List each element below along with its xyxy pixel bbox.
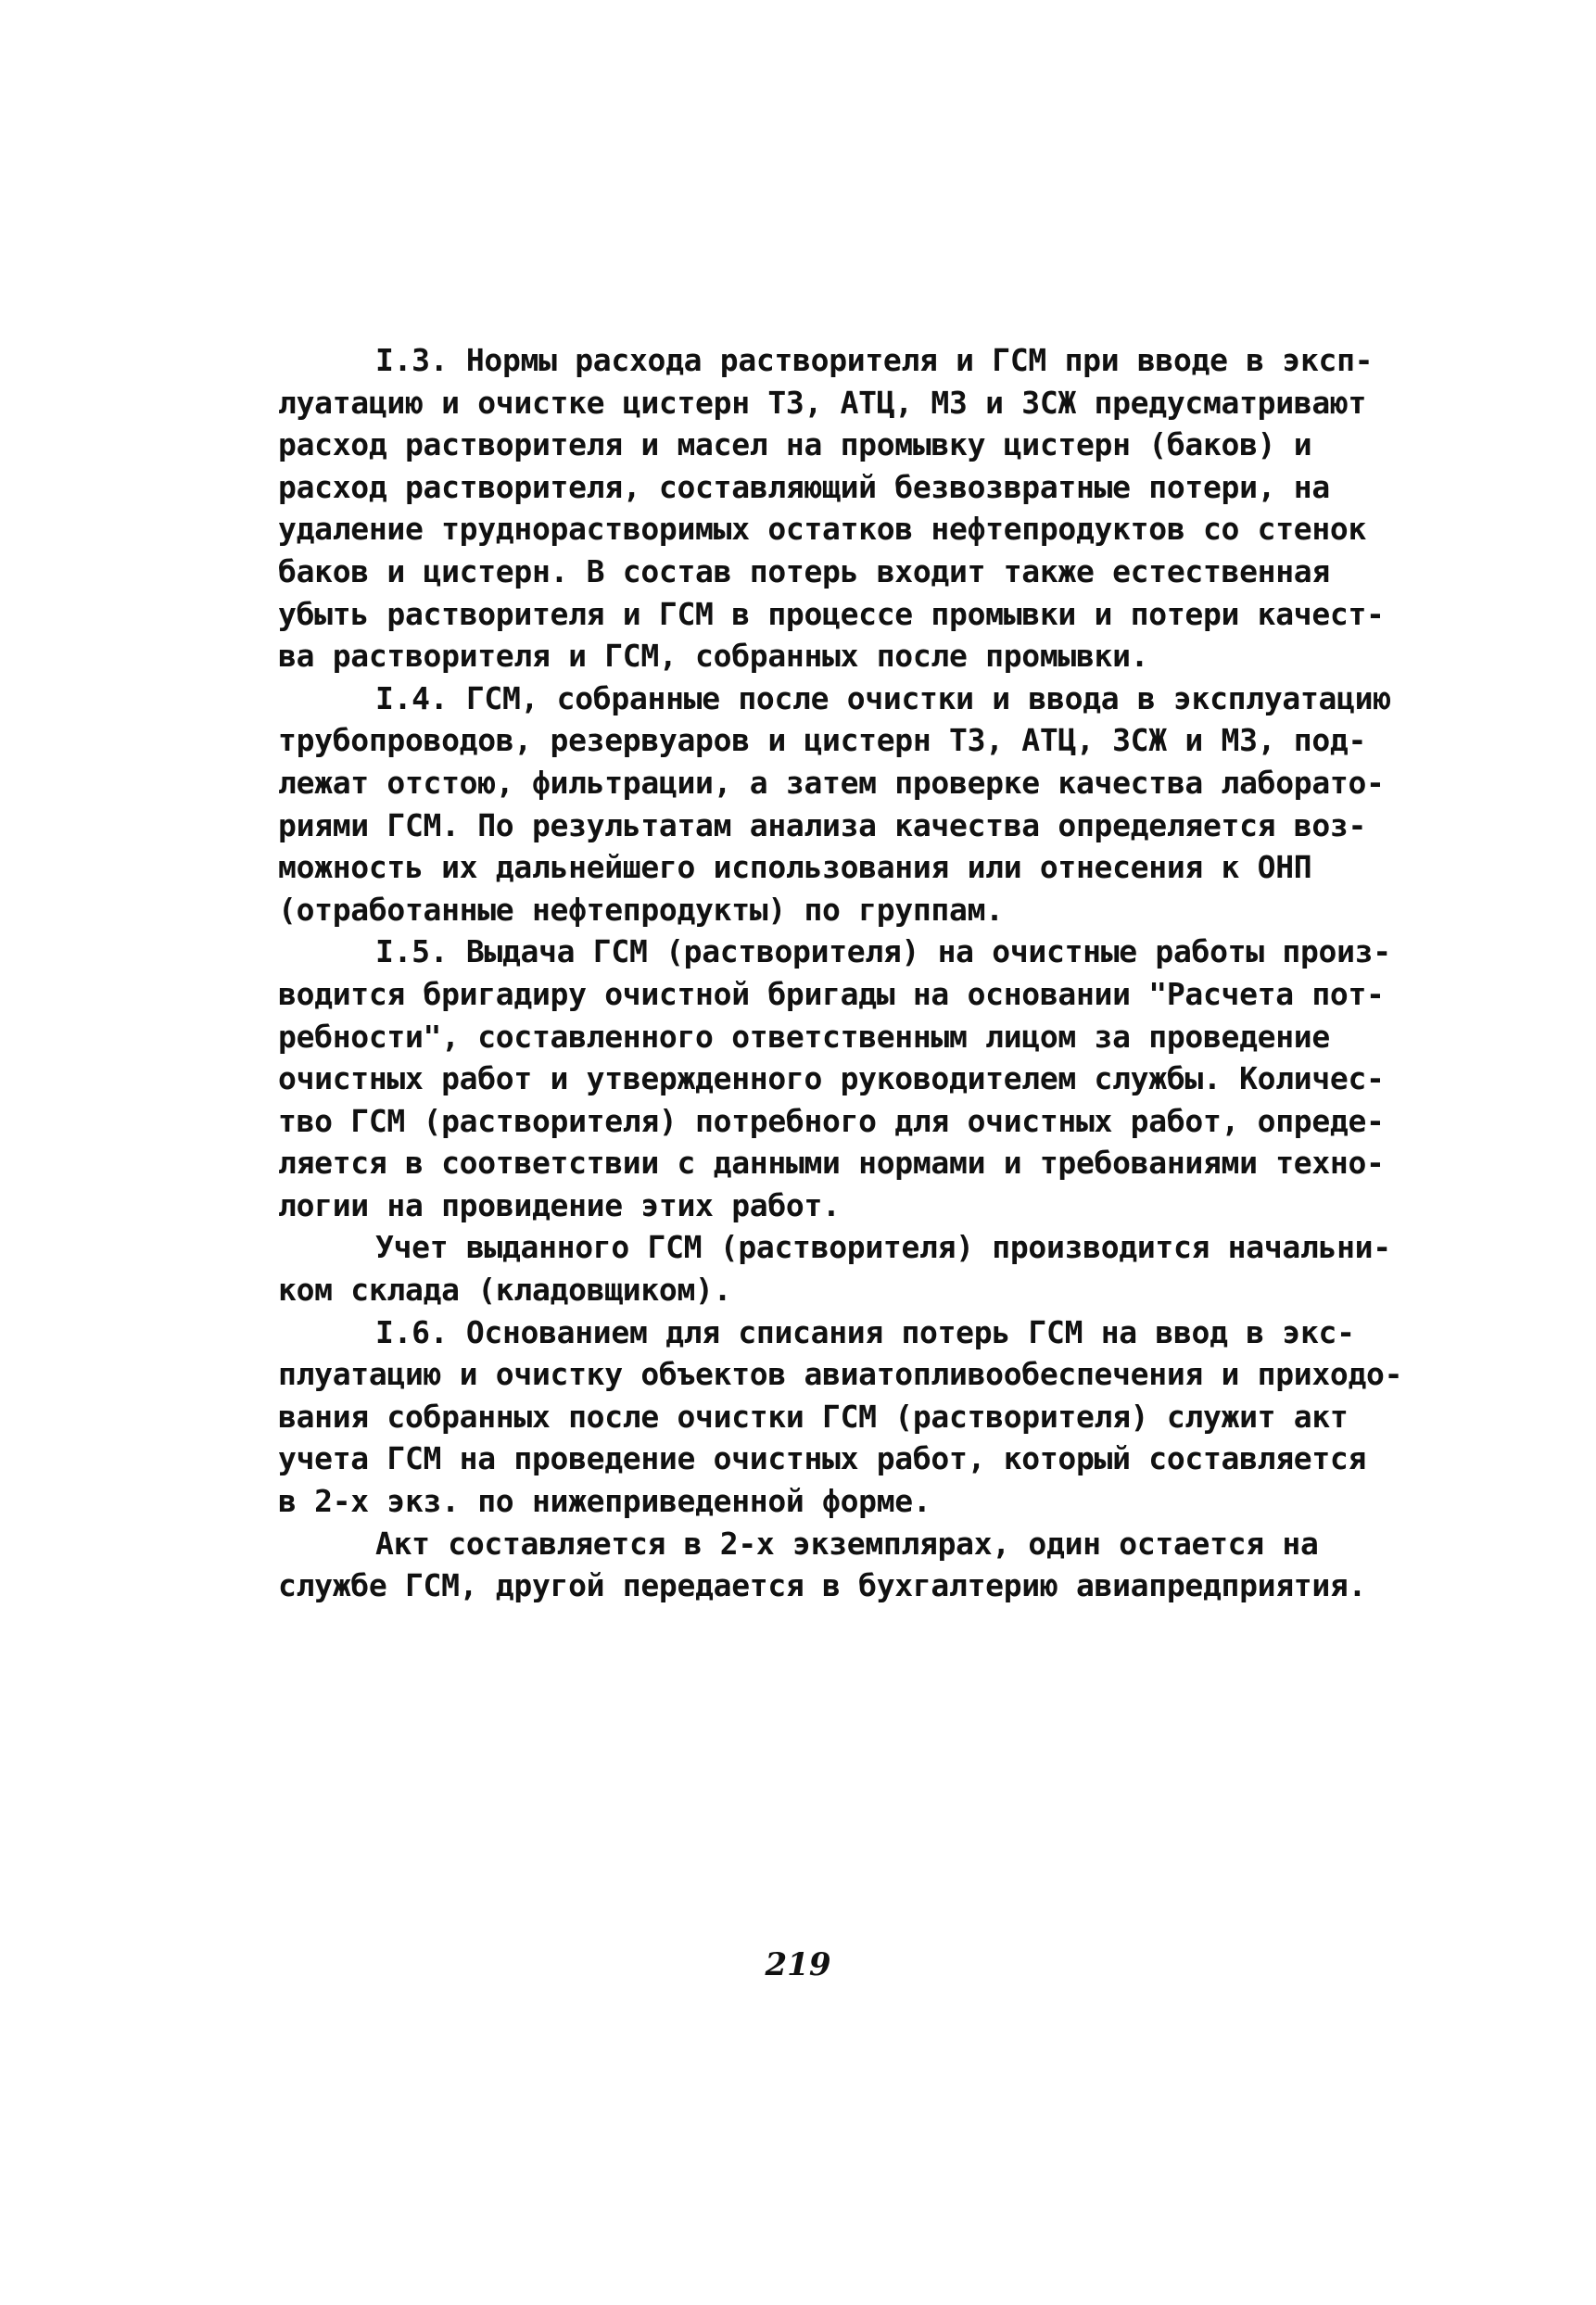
paragraph-1-5-line-2: водится бригадиру очистной бригады на основании "Расчета пот- bbox=[278, 975, 1385, 1012]
paragraph-1-3-line-7: убыть растворителя и ГСМ в процессе промывки и потери качест- bbox=[278, 595, 1385, 632]
paragraph-1-4-line-5: можность их дальнейшего использования или отнесения к ОНП bbox=[278, 849, 1312, 886]
paragraph-1-3-line-4: расход растворителя, составляющий безвозвратные потери, на bbox=[278, 468, 1330, 505]
paragraph-1-3-line-3: расход растворителя и масел на промывку цистерн (баков) и bbox=[278, 426, 1312, 463]
paragraph-1-6-line-2: плуатацию и очистку объектов авиатопливообеспечения и приходо- bbox=[278, 1356, 1403, 1393]
paragraph-1-3-line-5: удаление труднорастворимых остатков нефтепродуктов со стенок bbox=[278, 511, 1367, 548]
paragraph-1-5b-line-2: ком склада (кладовщиком). bbox=[278, 1272, 732, 1309]
paragraph-1-4-line-4: риями ГСМ. По результатам анализа качества определяется воз- bbox=[278, 806, 1367, 843]
paragraph-1-3-line-6: баков и цистерн. В состав потерь входит также естественная bbox=[278, 552, 1330, 589]
paragraph-1-4-line-6: (отработанные нефтепродукты) по группам. bbox=[278, 891, 1004, 928]
paragraph-1-4-line-1: I.4. ГСМ, собранные после очистки и ввода в эксплуатацию bbox=[375, 679, 1391, 716]
paragraph-1-5b-line-1: Учет выданного ГСМ (растворителя) производится начальни- bbox=[375, 1229, 1391, 1266]
paragraph-1-3-line-8: ва растворителя и ГСМ, собранных после промывки. bbox=[278, 638, 1149, 675]
paragraph-1-6-line-1: I.6. Основанием для списания потерь ГСМ на ввод в экс- bbox=[375, 1313, 1355, 1350]
page-number: 219 bbox=[765, 1946, 831, 1983]
paragraph-1-6b-line-1: Акт составляется в 2-х экземплярах, один остается на bbox=[375, 1525, 1319, 1562]
paragraph-1-5-line-5: тво ГСМ (растворителя) потребного для очистных работ, опреде- bbox=[278, 1102, 1385, 1139]
paragraph-1-6-line-4: учета ГСМ на проведение очистных работ, который составляется bbox=[278, 1440, 1367, 1477]
paragraph-1-4-line-2: трубопроводов, резервуаров и цистерн ТЗ, АТЦ, ЗСЖ и МЗ, под- bbox=[278, 722, 1367, 759]
paragraph-1-5-line-6: ляется в соответствии с данными нормами и требованиями техно- bbox=[278, 1145, 1385, 1182]
paragraph-1-6-line-3: вания собранных после очистки ГСМ (растворителя) служит акт bbox=[278, 1398, 1349, 1435]
paragraph-1-4-line-3: лежат отстою, фильтрации, а затем проверке качества лаборато- bbox=[278, 764, 1385, 801]
body-text bbox=[278, 339, 1403, 1607]
paragraph-1-6-line-5: в 2-х экз. по нижеприведенной форме. bbox=[278, 1483, 931, 1520]
paragraph-1-3-line-1: I.3. Нормы расхода растворителя и ГСМ при вводе в эксп- bbox=[375, 342, 1374, 378]
paragraph-1-5-line-1: I.5. Выдача ГСМ (растворителя) на очистные работы произ- bbox=[375, 933, 1391, 970]
paragraph-1-3-line-2: луатацию и очистке цистерн ТЗ, АТЦ, МЗ и ЗСЖ предусматривают bbox=[278, 384, 1367, 421]
paragraph-1-6b-line-2: службе ГСМ, другой передается в бухгалтерию авиапредприятия. bbox=[278, 1567, 1367, 1604]
paragraph-1-5-line-3: ребности", составленного ответственным лицом за проведение bbox=[278, 1018, 1330, 1055]
paragraph-1-5-line-7: логии на провидение этих работ. bbox=[278, 1186, 841, 1223]
paragraph-1-5-line-4: очистных работ и утвержденного руководителем службы. Количес- bbox=[278, 1060, 1385, 1097]
